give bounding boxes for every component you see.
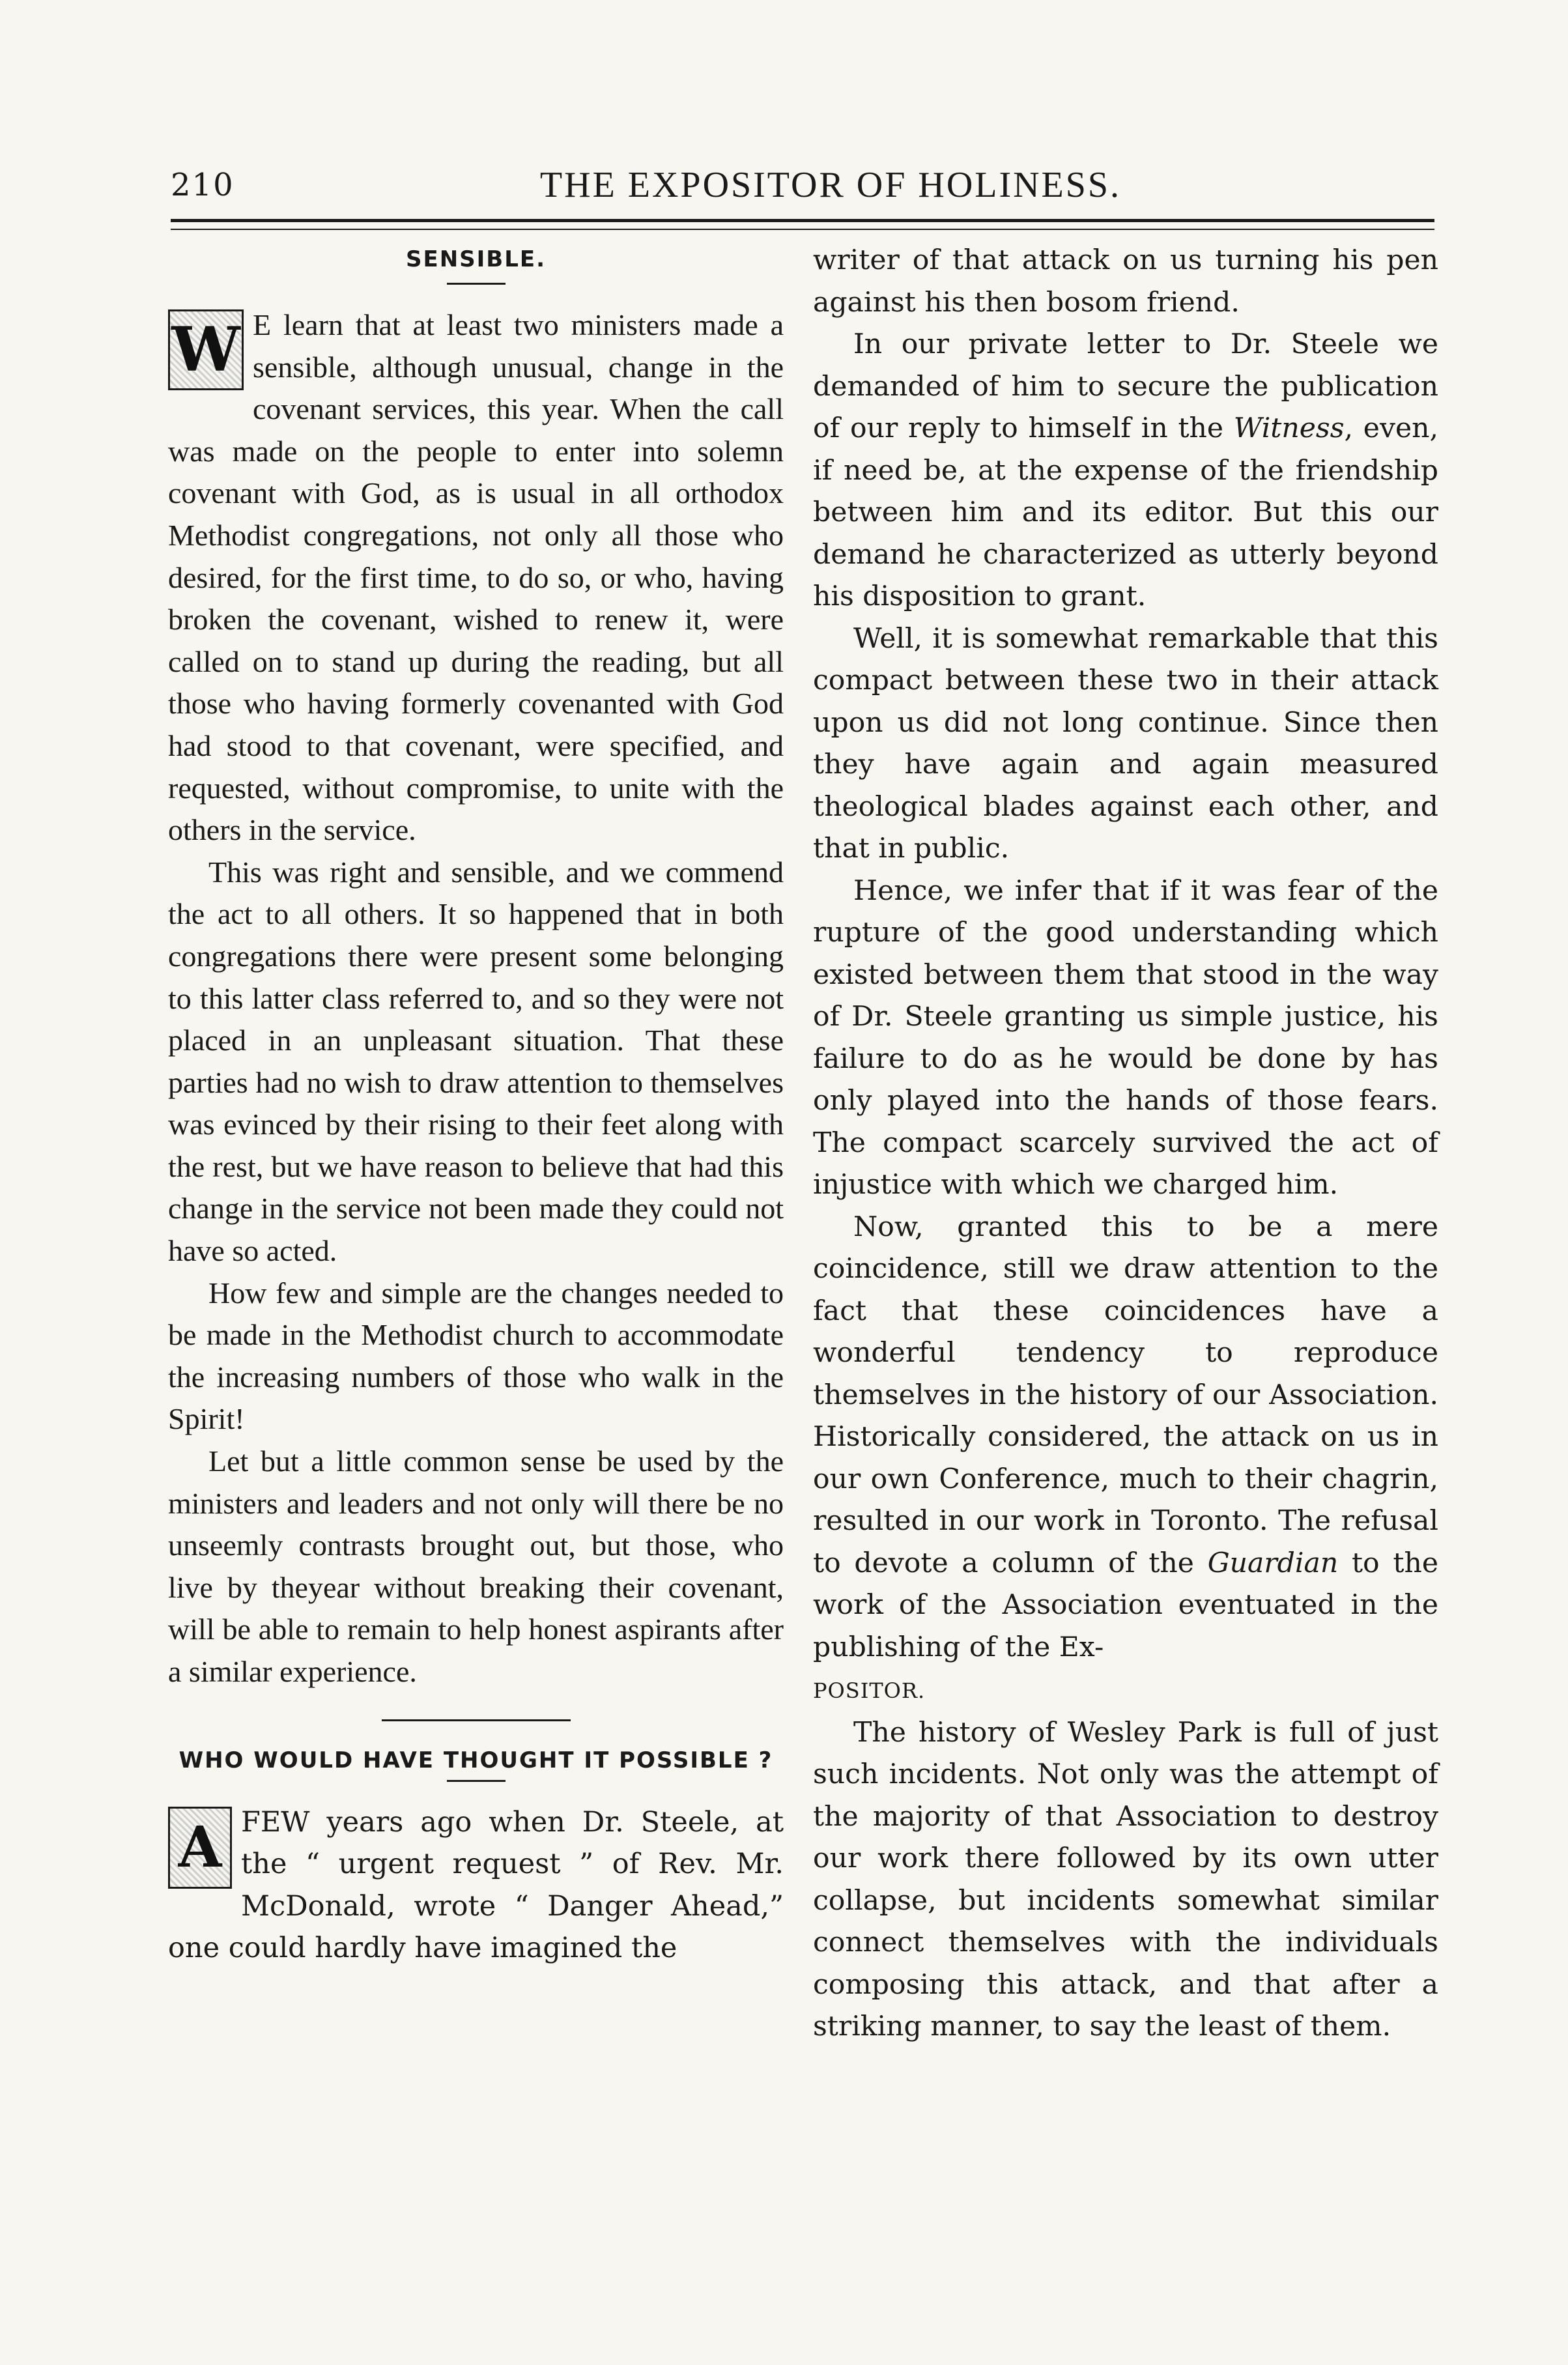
paragraph bbox=[813, 1207, 1438, 1712]
header-rule-thin bbox=[171, 229, 1434, 230]
section-heading-who-would: WHO WOULD HAVE THOUGHT IT POSSIBLE ? bbox=[178, 1747, 773, 1773]
text-run: In our private letter to Dr. Steele we demanded of him to secure the publication of our reply to himself in the bbox=[813, 328, 1438, 444]
left-column bbox=[168, 240, 784, 2259]
italic-title-witness: Witness bbox=[1233, 412, 1345, 444]
paragraph: This was right and sensible, and we commend the act to all others. It so happened that in both congregations there were present some belonging to this latter class referred to, and so they were not placed in an unpleasant situation. That these parties had no wish to draw attention to themselves was evinced by their rising to their feet along with the rest, but we have reason to believe that had this change in the service not been made they could not have so acted. bbox=[168, 855, 784, 1268]
paragraph: How few and simple are the changes needed to be made in the Methodist church to accommodate the increasing numbers of those who walk in the Spirit! bbox=[168, 1276, 784, 1436]
section-heading-sensible: SENSIBLE. bbox=[405, 246, 547, 272]
italic-title-guardian: Guardian bbox=[1207, 1547, 1339, 1579]
text-run: , even, if need be, at the expense of the friendship between him and its editor. But this our demand he characterized as utterly beyond his disposition to grant. bbox=[813, 412, 1438, 612]
paragraph bbox=[813, 324, 1438, 618]
paragraph: Let but a little common sense be used by the ministers and leaders and not only will there be no unseemly contrasts brought out, but those, who live by theyear without breaking their covenant, will be able to remain to help honest aspirants after a similar experience. bbox=[168, 1444, 784, 1688]
ornamental-dropcap-w: W bbox=[168, 309, 244, 390]
section-divider bbox=[382, 1719, 571, 1721]
heading-rule bbox=[447, 1780, 506, 1782]
paragraph-text: FEW years ago when Dr. Steele, at the “ urgent request ” of Rev. Mr. McDonald, wrote “ Danger Ahead,” one could hardly have imagined the bbox=[168, 1805, 784, 1965]
header-rule-thick bbox=[171, 219, 1434, 222]
paragraph: Well, it is somewhat remarkable that this compact between these two in their attack upon us did not long continue. Since then they have again and again measured theological blades against each other, and that in public. bbox=[813, 622, 1438, 865]
small-caps-text: POSITOR. bbox=[813, 1678, 926, 1703]
page-number: 210 bbox=[171, 167, 235, 203]
text-run: Now, granted this to be a mere coincidence, still we draw attention to the fact that these coincidences have a wonderful tendency to reproduce themselves in the history of our Association. Historically considered, the attack on us in our own Conference, much to their chagrin, resulted in our work in Toronto. The refusal to devote a column of the bbox=[813, 1211, 1438, 1579]
paragraph bbox=[168, 1801, 784, 1970]
right-column bbox=[813, 240, 1438, 2259]
paragraph-text: E learn that at least two ministers made a sensible, although unusual, change in the covenant services, this year. When the call was made on the people to enter into solemn covenant with God, as is usual in all orthodox Methodist congregations, not only all those who desired, for the first time, to do so, or who, having broken the covenant, wished to renew it, were called on to stand up during the reading, but all those who having formerly covenanted with God had stood to that covenant, were specified, and requested, without compromise, to unite with the others in the service. bbox=[168, 308, 784, 847]
paragraph: writer of that attack on us turning his pen against his then bosom friend. bbox=[813, 244, 1438, 319]
paragraph: The history of Wesley Park is full of just such incidents. Not only was the attempt of the majority of that Association to destroy our work there followed by its own utter collapse, but incidents somewhat similar connect themselves with the individuals composing this attack, and that after a striking manner, to say the least of them. bbox=[813, 1716, 1438, 2042]
text-run: to the work of the Association eventuated in the publishing of the Ex- bbox=[813, 1547, 1438, 1663]
paragraph bbox=[168, 304, 784, 852]
running-title: THE EXPOSITOR OF HOLINESS. bbox=[539, 165, 1122, 205]
heading-rule bbox=[447, 283, 506, 285]
ornamental-dropcap-a: A bbox=[168, 1807, 232, 1889]
paragraph: Hence, we infer that if it was fear of the rupture of the good understanding which existed between them that stood in the way of Dr. Steele granting us simple justice, his failure to do as he would be done by has only played into the hands of those fears. The compact scarcely survived the act of injustice with which we charged him. bbox=[813, 874, 1438, 1201]
